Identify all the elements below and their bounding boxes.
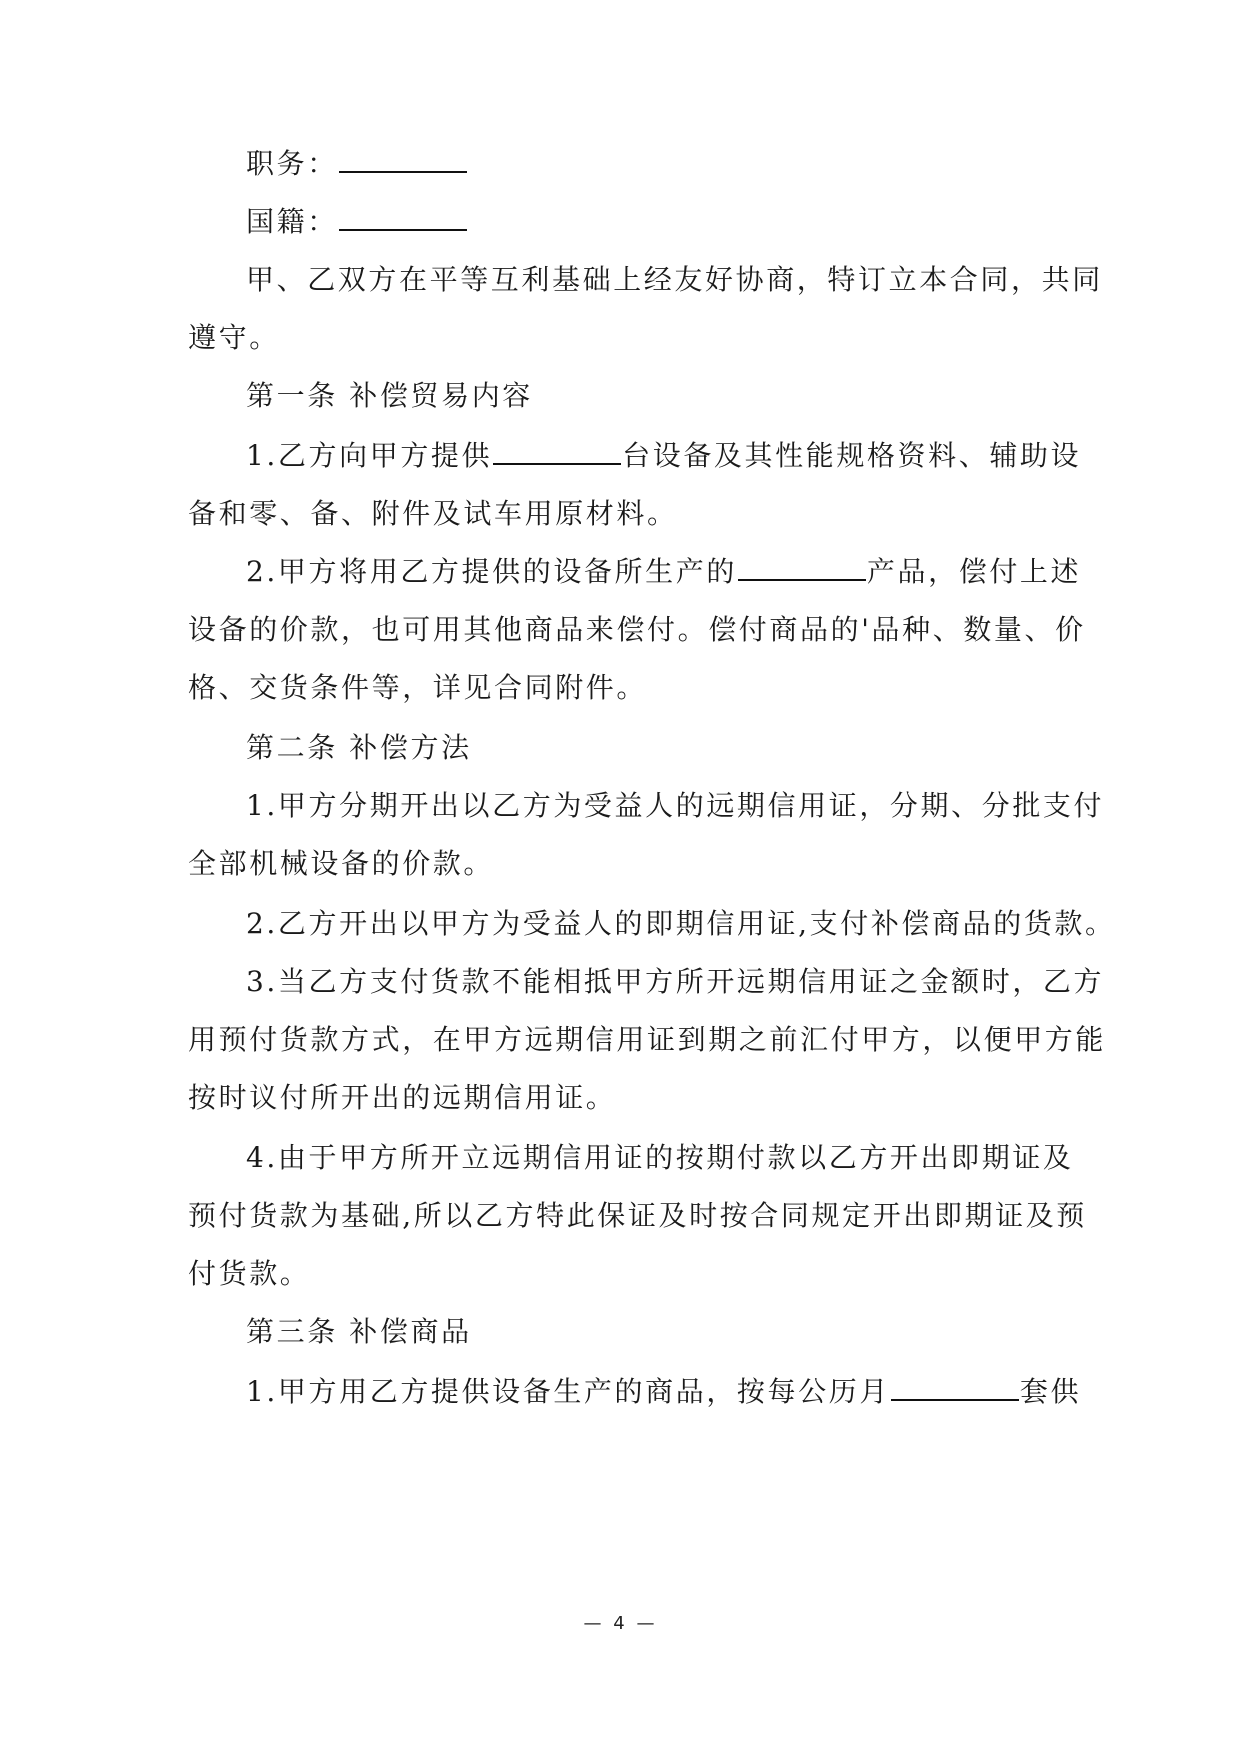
article-1-item-2-line-3: 格、交货条件等，详见合同附件。 [188, 671, 648, 704]
fill-in-blank [493, 441, 621, 465]
article-2-item-3-line-2: 用预付货款方式，在甲方远期信用证到期之前汇付甲方，以便甲方能 [188, 1023, 1107, 1056]
article-2-item-4-line-1: 4.由于甲方所开立远期信用证的按期付款以乙方开出即期证及 [246, 1141, 1074, 1174]
fill-in-blank [339, 149, 467, 173]
article-3-item-1-line-1: 1.甲方用乙方提供设备生产的商品，按每公历月 套供 [246, 1375, 1082, 1408]
article-2-item-3-line-3: 按时议付所开出的远期信用证。 [188, 1081, 617, 1114]
article-2-item-2: 2.乙方开出以甲方为受益人的即期信用证,支付补偿商品的货款。 [246, 907, 1116, 940]
article-1-item-1-line-2: 备和零、备、附件及试车用原材料。 [188, 497, 678, 530]
paragraph-preamble-line-2: 遵守。 [188, 321, 280, 354]
text-line-nationality: 国籍： [0, 190, 1241, 254]
article-3-heading: 第三条 补偿商品 [246, 1315, 472, 1348]
article-1-item-2-line-2: 设备的价款，也可用其他商品来偿付。偿付商品的'品种、数量、价 [188, 613, 1086, 646]
text-line-position: 职务： [0, 132, 1241, 196]
paragraph-preamble-line-1: 甲、乙双方在平等互利基础上经友好协商，特订立本合同，共同 [246, 263, 1103, 296]
fill-in-blank [891, 1377, 1019, 1401]
article-1-item-1-line-1: 1.乙方向甲方提供 台设备及其性能规格资料、辅助设 [246, 439, 1082, 472]
article-2-item-4-line-3: 付货款。 [188, 1257, 311, 1290]
article-2-item-3-line-1: 3.当乙方支付货款不能相抵甲方所开远期信用证之金额时，乙方 [246, 965, 1105, 998]
article-2-item-1-line-2: 全部机械设备的价款。 [188, 847, 495, 880]
article-2-heading: 第二条 补偿方法 [246, 731, 472, 764]
article-2-item-1-line-1: 1.甲方分期开出以乙方为受益人的远期信用证，分期、分批支付 [246, 789, 1105, 822]
article-1-heading: 第一条 补偿贸易内容 [246, 379, 533, 412]
fill-in-blank [738, 557, 866, 581]
fill-in-blank [339, 207, 467, 231]
article-1-item-2-line-1: 2.甲方将用乙方提供的设备所生产的 产品，偿付上述 [246, 555, 1082, 588]
page-number: — 4 — [583, 1613, 658, 1634]
article-2-item-4-line-2: 预付货款为基础,所以乙方特此保证及时按合同规定开出即期证及预 [188, 1199, 1087, 1232]
